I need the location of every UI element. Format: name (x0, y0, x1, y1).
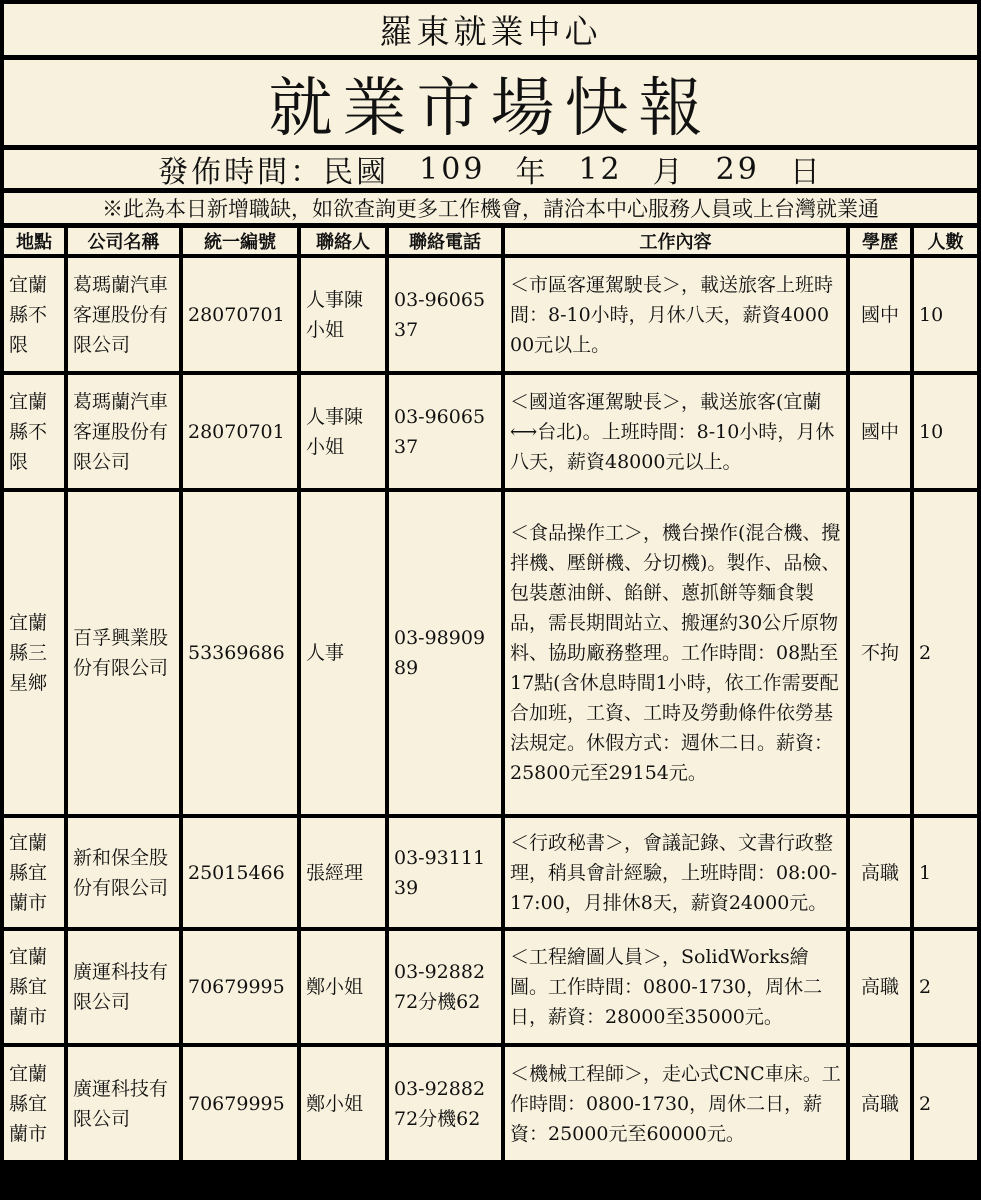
cell-education: 國中 (850, 375, 914, 492)
cell-education: 不拘 (850, 492, 914, 818)
cell-headcount: 10 (914, 375, 977, 492)
cell-tax-id: 53369686 (183, 492, 301, 818)
date-day: 29 (715, 151, 760, 187)
cell-company: 葛瑪蘭汽車客運股份有限公司 (68, 258, 183, 375)
cell-contact: 人事陳小姐 (301, 258, 389, 375)
column-header-phone: 聯絡電話 (389, 228, 505, 258)
table-row (4, 492, 977, 818)
cell-education: 高職 (850, 1047, 914, 1164)
cell-location: 宜蘭縣宜蘭市 (4, 931, 68, 1047)
center-name: 羅東就業中心 (4, 4, 977, 55)
cell-contact: 張經理 (301, 818, 389, 931)
cell-phone: 03-9311139 (389, 818, 505, 931)
cell-location: 宜蘭縣宜蘭市 (4, 1047, 68, 1164)
date-day-unit: 日 (789, 155, 823, 188)
cell-education: 高職 (850, 931, 914, 1047)
cell-company: 廣運科技有限公司 (68, 931, 183, 1047)
column-header-contact: 聯絡人 (301, 228, 389, 258)
cell-description: ＜機械工程師＞，走心式CNC車床。工作時間：0800-1730，周休二日，薪資：25000元至60000元。 (505, 1047, 850, 1164)
cell-contact: 鄭小姐 (301, 1047, 389, 1164)
column-header-tax-id: 統一編號 (183, 228, 301, 258)
cell-tax-id: 25015466 (183, 818, 301, 931)
cell-phone: 03-9890989 (389, 492, 505, 818)
cell-headcount: 2 (914, 931, 977, 1047)
cell-tax-id: 28070701 (183, 258, 301, 375)
table-row (4, 1047, 977, 1164)
cell-phone: 03-9288272分機62 (389, 931, 505, 1047)
cell-headcount: 1 (914, 818, 977, 931)
cell-phone: 03-9606537 (389, 375, 505, 492)
cell-headcount: 2 (914, 1047, 977, 1164)
cell-education: 國中 (850, 258, 914, 375)
cell-tax-id: 70679995 (183, 931, 301, 1047)
table-row (4, 375, 977, 492)
cell-description: ＜國道客運駕駛長＞，載送旅客(宜蘭⟷台北)。上班時間：8-10小時，月休八天，薪資48000元以上。 (505, 375, 850, 492)
table-row (4, 931, 977, 1047)
column-header-description: 工作內容 (505, 228, 850, 258)
publish-date (4, 150, 977, 188)
cell-description: ＜工程繪圖人員＞，SolidWorks繪圖。工作時間：0800-1730，周休二日，薪資：28000至35000元。 (505, 931, 850, 1047)
date-month: 12 (578, 151, 623, 187)
column-header-education: 學歷 (850, 228, 914, 258)
table-row (4, 818, 977, 931)
cell-company: 百孚興業股份有限公司 (68, 492, 183, 818)
cell-contact: 人事陳小姐 (301, 375, 389, 492)
cell-location: 宜蘭縣三星鄉 (4, 492, 68, 818)
cell-company: 廣運科技有限公司 (68, 1047, 183, 1164)
column-header-headcount: 人數 (914, 228, 977, 258)
date-month-unit: 月 (652, 155, 686, 188)
table-row (4, 258, 977, 375)
cell-description: ＜食品操作工＞，機台操作(混合機、攪拌機、壓餅機、分切機)。製作、品檢、包裝蔥油餅、餡餅、蔥抓餅等麵食製品，需長期間站立、搬運約30公斤原物料、協助廠務整理。工作時間：08點至17點(含休息時間1小時，依工作需要配合加班，工資、工時及勞動條件依勞基法規定。休假方式：週休二日。薪資：25800元至29154元。 (505, 492, 850, 818)
cell-tax-id: 70679995 (183, 1047, 301, 1164)
date-year-unit: 年 (515, 155, 549, 188)
column-header-location: 地點 (4, 228, 68, 258)
table-header-row (4, 228, 977, 258)
page-title: 就業市場快報 (4, 60, 977, 145)
cell-headcount: 10 (914, 258, 977, 375)
cell-description: ＜行政秘書＞，會議記錄、文書行政整理，稍具會計經驗，上班時間：08:00-17:00，月排休8天，薪資24000元。 (505, 818, 850, 931)
cell-education: 高職 (850, 818, 914, 931)
date-prefix: 發佈時間：民國 (158, 155, 390, 188)
cell-contact: 人事 (301, 492, 389, 818)
cell-location: 宜蘭縣不限 (4, 258, 68, 375)
cell-contact: 鄭小姐 (301, 931, 389, 1047)
cell-phone: 03-9606537 (389, 258, 505, 375)
date-year: 109 (419, 151, 486, 187)
notice-text: ※此為本日新增職缺，如欲查詢更多工作機會，請洽本中心服務人員或上台灣就業通 (4, 193, 977, 223)
cell-location: 宜蘭縣宜蘭市 (4, 818, 68, 931)
cell-description: ＜市區客運駕駛長＞，載送旅客上班時間：8-10小時，月休八天，薪資400000元以上。 (505, 258, 850, 375)
column-header-company: 公司名稱 (68, 228, 183, 258)
cell-tax-id: 28070701 (183, 375, 301, 492)
cell-company: 葛瑪蘭汽車客運股份有限公司 (68, 375, 183, 492)
cell-phone: 03-9288272分機62 (389, 1047, 505, 1164)
cell-headcount: 2 (914, 492, 977, 818)
cell-company: 新和保全股份有限公司 (68, 818, 183, 931)
cell-location: 宜蘭縣不限 (4, 375, 68, 492)
job-table (4, 228, 977, 1164)
